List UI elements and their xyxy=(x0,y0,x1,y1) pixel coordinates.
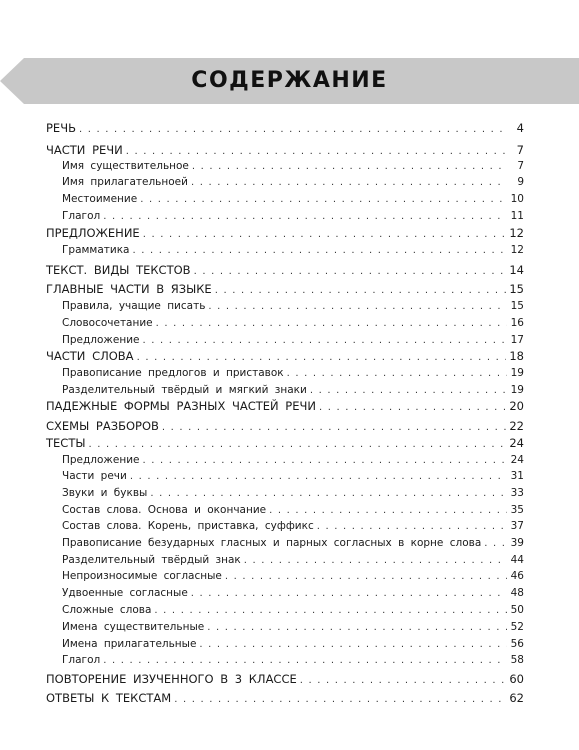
toc-entry[interactable] xyxy=(46,282,524,298)
toc-leader-dots xyxy=(150,487,507,501)
toc-entry-label: Непроизносимые согласные xyxy=(62,570,222,582)
toc-entry-label: Состав слова. Основа и окончание xyxy=(62,504,267,516)
toc-entry[interactable] xyxy=(46,263,524,279)
toc-subentry[interactable] xyxy=(62,653,524,668)
toc-page-number: 14 xyxy=(509,263,524,277)
toc-entry-label: СХЕМЫ РАЗБОРОВ xyxy=(46,419,159,433)
toc-leader-dots xyxy=(215,284,507,298)
toc-page-number: 4 xyxy=(516,121,524,135)
toc-subentry[interactable] xyxy=(62,333,524,348)
toc-page-number: 19 xyxy=(510,367,524,379)
toc-entry-label: ГЛАВНЫЕ ЧАСТИ В ЯЗЫКЕ xyxy=(46,282,212,296)
toc-leader-dots xyxy=(310,384,507,398)
toc-leader-dots xyxy=(244,554,507,568)
toc-leader-dots xyxy=(287,367,507,381)
toc-subentry[interactable] xyxy=(62,620,524,635)
toc-entry[interactable] xyxy=(46,419,524,435)
toc-subentry[interactable] xyxy=(62,553,524,568)
toc-page-number: 46 xyxy=(510,570,524,582)
toc-entry-label: Имена существительные xyxy=(62,621,205,633)
toc-page-number: 16 xyxy=(510,317,524,329)
toc-page-number: 15 xyxy=(510,300,524,312)
toc-entry-label: ТЕКСТ. ВИДЫ ТЕКСТОВ xyxy=(46,263,191,277)
toc-entry-label: Предложение xyxy=(62,334,140,346)
toc-leader-dots xyxy=(484,537,507,551)
toc-page-number: 12 xyxy=(509,226,524,240)
toc-entry-label: Предложение xyxy=(62,454,140,466)
toc-leader-dots xyxy=(142,334,507,348)
toc-page-number: 11 xyxy=(510,210,524,222)
toc-page-number: 31 xyxy=(510,470,524,482)
toc-leader-dots xyxy=(137,351,507,365)
toc-leader-dots xyxy=(192,160,507,174)
toc-entry-label: Состав слова. Корень, приставка, суффикс xyxy=(62,520,314,532)
toc-entry-label: ОТВЕТЫ К ТЕКСТАМ xyxy=(46,691,172,705)
toc-entry-label: Глагол xyxy=(62,654,101,666)
toc-leader-dots xyxy=(154,604,507,618)
toc-page-number: 10 xyxy=(510,193,524,205)
toc-entry[interactable] xyxy=(46,349,524,365)
toc-subentry[interactable] xyxy=(62,469,524,484)
toc-subentry[interactable] xyxy=(62,299,524,314)
toc-subentry[interactable] xyxy=(62,519,524,534)
toc-entry-label: Словосочетание xyxy=(62,317,153,329)
toc-subentry[interactable] xyxy=(62,503,524,518)
toc-leader-dots xyxy=(143,228,507,242)
toc-subentry[interactable] xyxy=(62,175,524,190)
toc-subentry[interactable] xyxy=(62,243,524,258)
toc-entry-label: ПОВТОРЕНИЕ ИЗУЧЕННОГО В 3 КЛАССЕ xyxy=(46,672,297,686)
toc-page-number: 19 xyxy=(510,384,524,396)
toc-subentry[interactable] xyxy=(62,209,524,224)
toc-entry-label: Местоимение xyxy=(62,193,138,205)
toc-subentry[interactable] xyxy=(62,453,524,468)
toc-leader-dots xyxy=(199,638,507,652)
toc-subentry[interactable] xyxy=(62,383,524,398)
toc-leader-dots xyxy=(126,145,507,159)
toc-entry[interactable] xyxy=(46,399,524,415)
toc-page-number: 48 xyxy=(510,587,524,599)
toc-leader-dots xyxy=(142,454,507,468)
toc-entry[interactable] xyxy=(46,226,524,242)
toc-leader-dots xyxy=(133,244,508,258)
toc-entry-label: Удвоенные согласные xyxy=(62,587,188,599)
toc-entry-label: Грамматика xyxy=(62,244,130,256)
title-banner xyxy=(0,58,579,104)
toc-subentry[interactable] xyxy=(62,486,524,501)
toc-entry-label: Глагол xyxy=(62,210,101,222)
toc-page-number: 7 xyxy=(516,143,524,157)
toc-page-number: 52 xyxy=(510,621,524,633)
toc-subentry[interactable] xyxy=(62,586,524,601)
toc-leader-dots xyxy=(89,438,507,452)
toc-entry-label: Разделительный твёрдый знак xyxy=(62,554,241,566)
toc-page-number: 62 xyxy=(509,691,524,705)
toc-page-number: 12 xyxy=(510,244,524,256)
toc-entry-label: ПАДЕЖНЫЕ ФОРМЫ РАЗНЫХ ЧАСТЕЙ РЕЧИ xyxy=(46,399,316,413)
toc-entry-label: Разделительный твёрдый и мягкий знаки xyxy=(62,384,307,396)
toc-entry-label: Имя прилагательноей xyxy=(62,176,188,188)
toc-entry-label: Имя существительное xyxy=(62,160,189,172)
toc-page-number: 39 xyxy=(510,537,524,549)
toc-leader-dots xyxy=(300,674,507,688)
toc-entry-label: Сложные слова xyxy=(62,604,152,616)
toc-leader-dots xyxy=(207,621,507,635)
toc-entry-label: Части речи xyxy=(62,470,127,482)
toc-leader-dots xyxy=(103,654,507,668)
toc-page-number: 15 xyxy=(509,282,524,296)
toc-subentry[interactable] xyxy=(62,637,524,652)
toc-subentry[interactable] xyxy=(62,603,524,618)
toc-entry[interactable] xyxy=(46,121,524,137)
toc-leader-dots xyxy=(140,193,507,207)
toc-entry[interactable] xyxy=(46,691,524,707)
toc-page-number: 60 xyxy=(509,672,524,686)
toc-leader-dots xyxy=(130,470,507,484)
toc-leader-dots xyxy=(103,210,507,224)
toc-subentry[interactable] xyxy=(62,159,524,174)
toc-entry[interactable] xyxy=(46,436,524,452)
toc-page-number: 37 xyxy=(510,520,524,532)
toc-leader-dots xyxy=(194,265,507,279)
toc-leader-dots xyxy=(225,570,507,584)
page-title: СОДЕРЖАНИЕ xyxy=(191,68,388,93)
toc-page-number: 50 xyxy=(510,604,524,616)
toc-entry-label: Имена прилагательные xyxy=(62,638,197,650)
toc-page-number: 24 xyxy=(509,436,524,450)
toc-entry-label: Звуки и буквы xyxy=(62,487,148,499)
toc-entry-label: ЧАСТИ РЕЧИ xyxy=(46,143,123,157)
toc-page-number: 7 xyxy=(517,160,524,172)
toc-entry-label: Правописание безударных гласных и парных согласных в корне слова xyxy=(62,537,482,549)
toc-page-number: 22 xyxy=(509,419,524,433)
toc-leader-dots xyxy=(208,300,507,314)
toc-leader-dots xyxy=(79,123,507,137)
toc-leader-dots xyxy=(162,421,506,435)
toc-entry-label: Правила, учащие писать xyxy=(62,300,206,312)
toc-subentry[interactable] xyxy=(62,536,524,551)
toc-leader-dots xyxy=(191,176,507,190)
toc-page-number: 20 xyxy=(509,399,524,413)
toc-leader-dots xyxy=(269,504,507,518)
toc-subentry[interactable] xyxy=(62,192,524,207)
toc-leader-dots xyxy=(317,520,507,534)
toc-subentry[interactable] xyxy=(62,569,524,584)
toc-page-number: 24 xyxy=(510,454,524,466)
toc-page-number: 18 xyxy=(509,349,524,363)
toc-page-number: 56 xyxy=(510,638,524,650)
toc-page-number: 44 xyxy=(510,554,524,566)
toc-subentry[interactable] xyxy=(62,316,524,331)
toc-entry[interactable] xyxy=(46,672,524,688)
toc-page-number: 33 xyxy=(510,487,524,499)
toc-entry-label: РЕЧЬ xyxy=(46,121,76,135)
toc-leader-dots xyxy=(319,401,506,415)
toc-entry[interactable] xyxy=(46,143,524,159)
toc-page-number: 17 xyxy=(510,334,524,346)
toc-entry-label: ТЕСТЫ xyxy=(46,436,86,450)
toc-leader-dots xyxy=(191,587,507,601)
toc-page-number: 58 xyxy=(510,654,524,666)
toc-page-number: 35 xyxy=(510,504,524,516)
toc-page-number: 9 xyxy=(517,176,524,188)
toc-subentry[interactable] xyxy=(62,366,524,381)
toc-entry-label: ПРЕДЛОЖЕНИЕ xyxy=(46,226,140,240)
toc-leader-dots xyxy=(156,317,507,331)
toc-entry-label: ЧАСТИ СЛОВА xyxy=(46,349,134,363)
toc-entry-label: Правописание предлогов и приставок xyxy=(62,367,284,379)
toc-leader-dots xyxy=(174,693,506,707)
